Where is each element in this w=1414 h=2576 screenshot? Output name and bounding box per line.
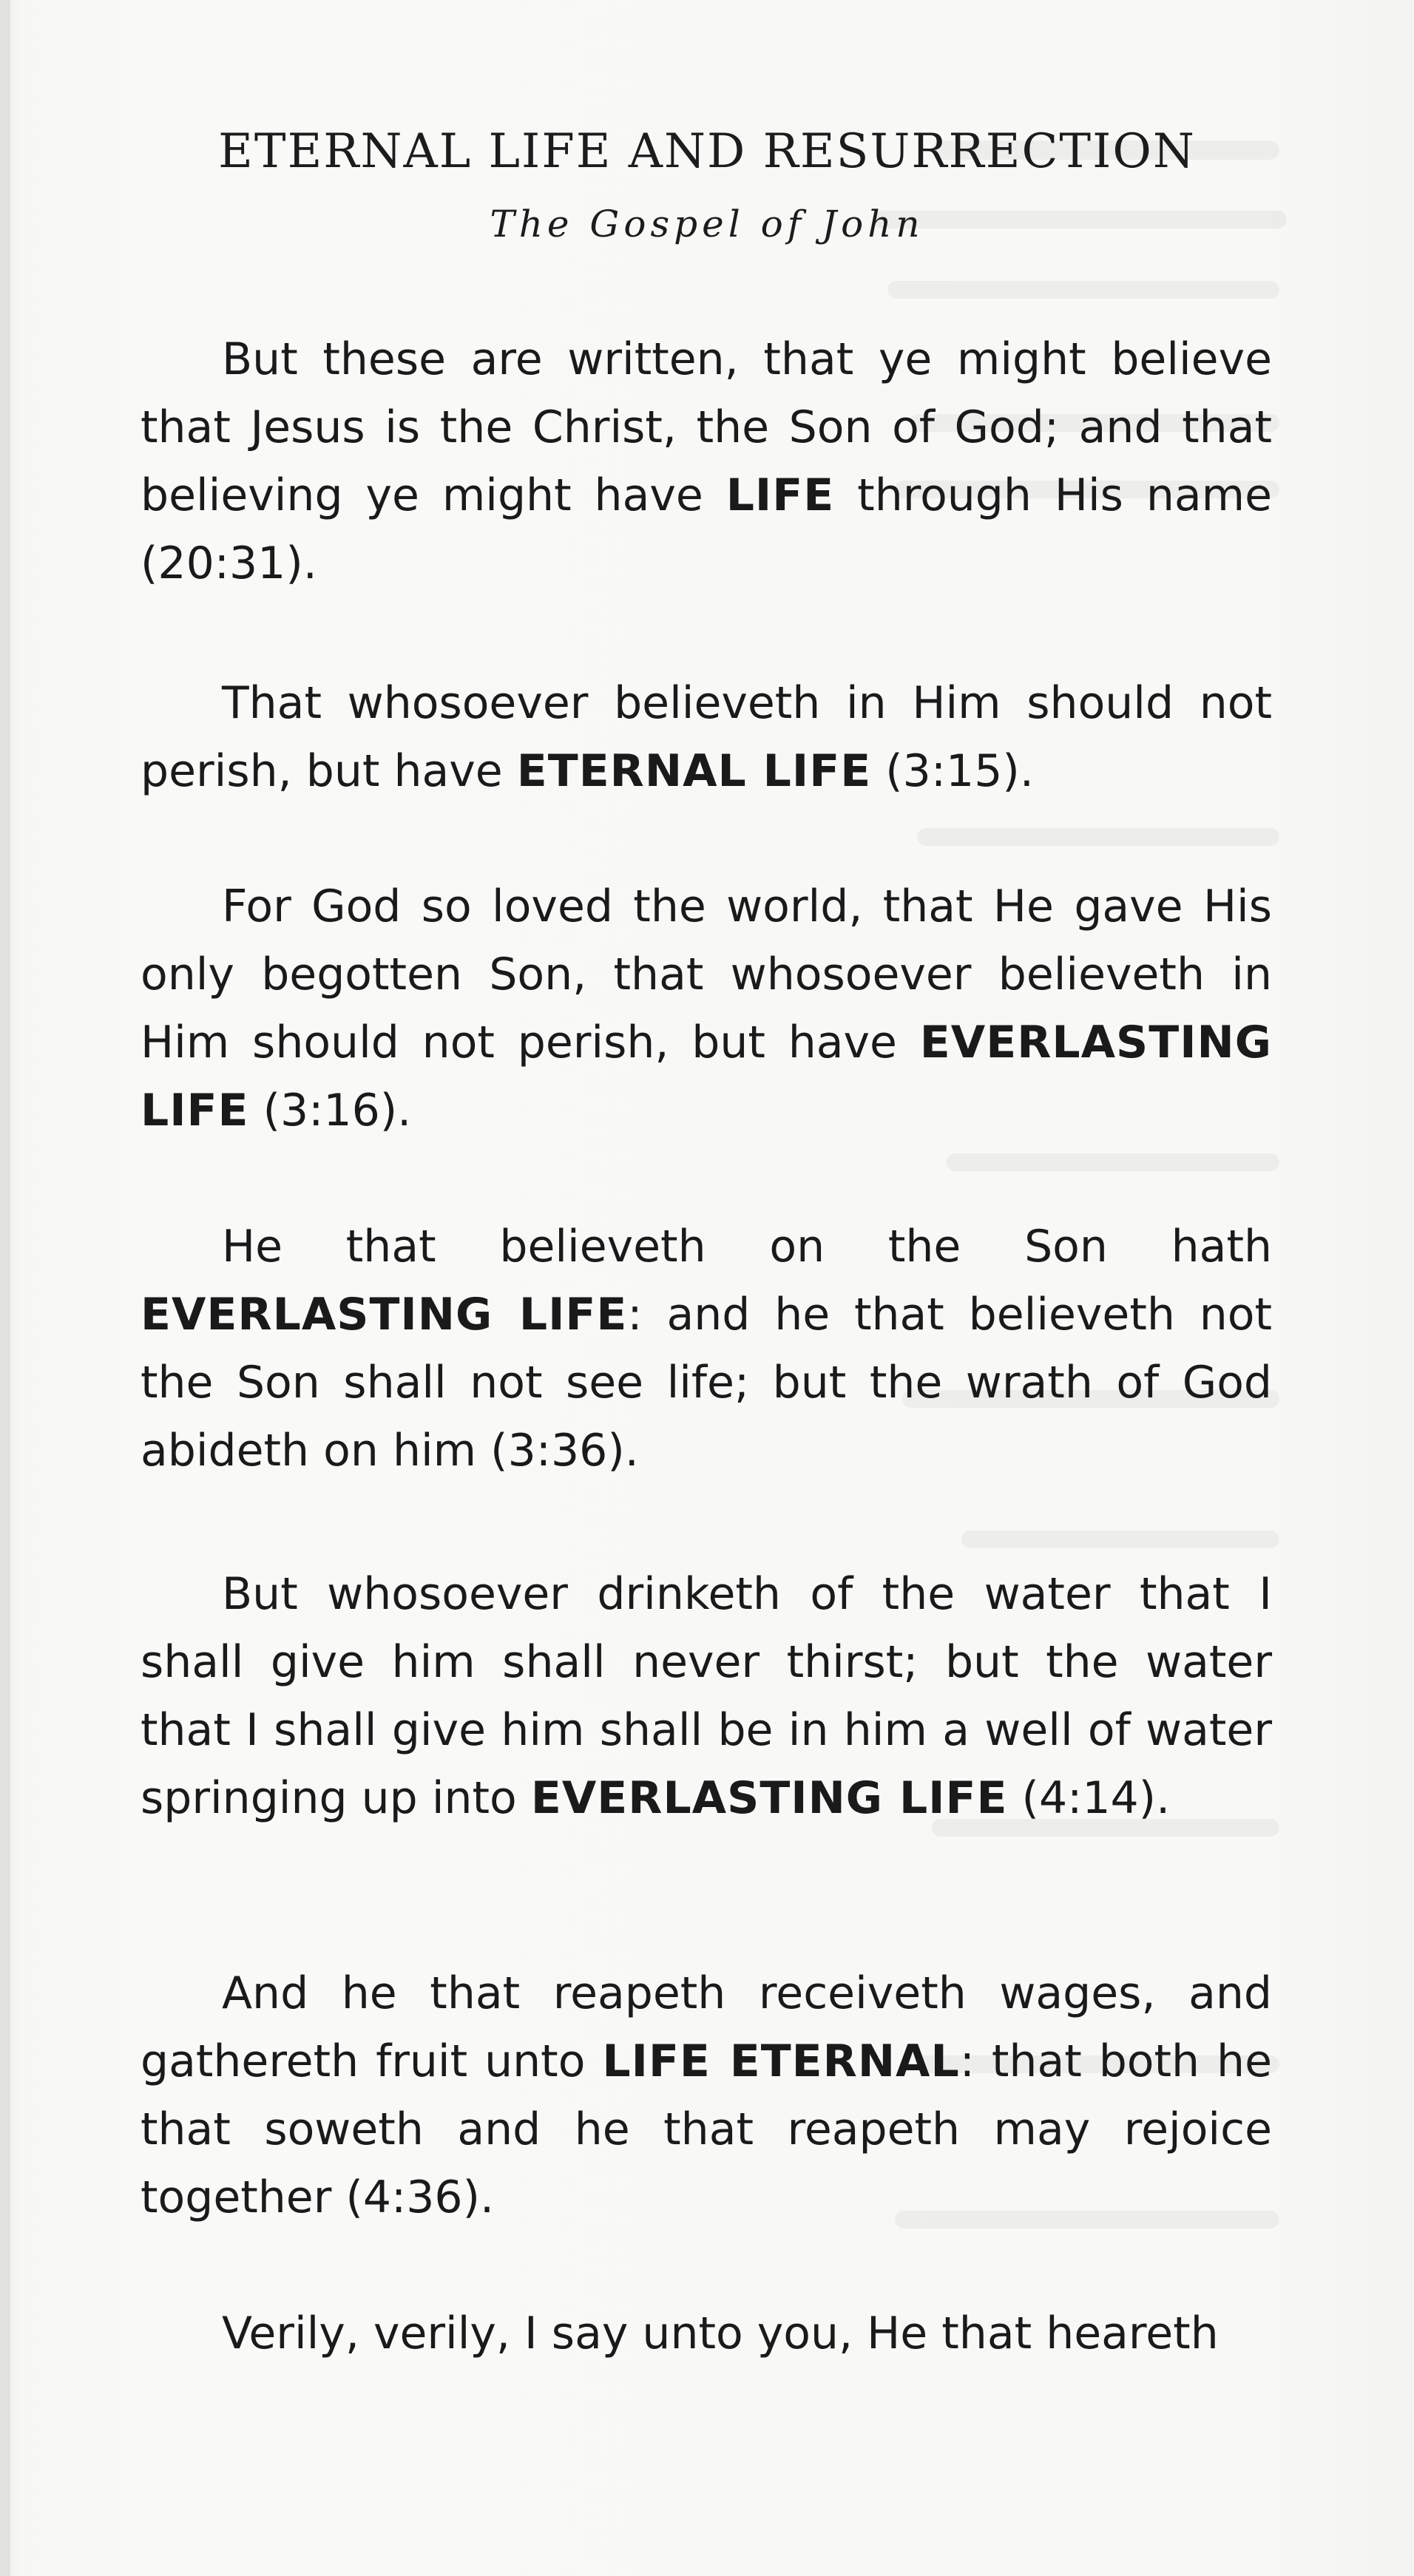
page-subtitle: The Gospel of John: [490, 203, 924, 245]
verse-text: He that believeth on the Son hath: [222, 1221, 1272, 1272]
verse-paragraph: [141, 2299, 1272, 2367]
verse-text: (3:16).: [248, 1085, 412, 1136]
verse-paragraph: [141, 872, 1272, 1145]
verse-text: (4:14).: [1007, 1772, 1171, 1824]
verse-paragraph: [141, 1213, 1272, 1485]
verse-text: And he that reapeth receiveth wages, and gathereth fruit unto: [141, 1967, 1272, 2087]
verse-text: : and he that believeth not the Son shall not see life; but the wrath of God abideth on him (3:36).: [141, 1289, 1273, 1477]
verse-text: through His name (20:31).: [141, 470, 1273, 589]
verse-paragraph: [141, 669, 1272, 805]
verse-text: That whosoever believeth in Him should not perish, but have: [141, 677, 1272, 797]
page-title: ETERNAL LIFE AND RESURRECTION: [218, 124, 1196, 179]
verse-emphasis: EVERLASTING LIFE: [141, 1017, 1272, 1136]
verse-text: Verily, verily, I say unto you, He that heareth: [222, 2308, 1219, 2359]
verse-paragraph: [141, 1959, 1272, 2231]
verse-emphasis: ETERNAL LIFE: [516, 745, 872, 797]
verse-emphasis: EVERLASTING LIFE: [141, 1289, 628, 1340]
verse-paragraph: [141, 325, 1272, 597]
verse-emphasis: LIFE ETERNAL: [602, 2036, 960, 2087]
verse-emphasis: EVERLASTING LIFE: [530, 1772, 1008, 1824]
verse-emphasis: LIFE: [725, 470, 835, 521]
verse-text: For God so loved the world, that He gave His only begotten Son, that whosoever believeth in Him should not perish, but have: [141, 881, 1272, 1068]
verse-paragraph: [141, 1560, 1272, 1832]
verse-text: : that both he that soweth and he that reapeth may rejoice together (4:36).: [141, 2036, 1272, 2223]
verse-text: But these are written, that ye might believe that Jesus is the Christ, the Son of God; and that believing ye might have: [141, 333, 1272, 521]
verse-text: (3:15).: [871, 745, 1034, 797]
verse-text: But whosoever drinketh of the water that I shall give him shall never thirst; but the water that I shall give him shall be in him a well of water springing up into: [141, 1568, 1272, 1824]
